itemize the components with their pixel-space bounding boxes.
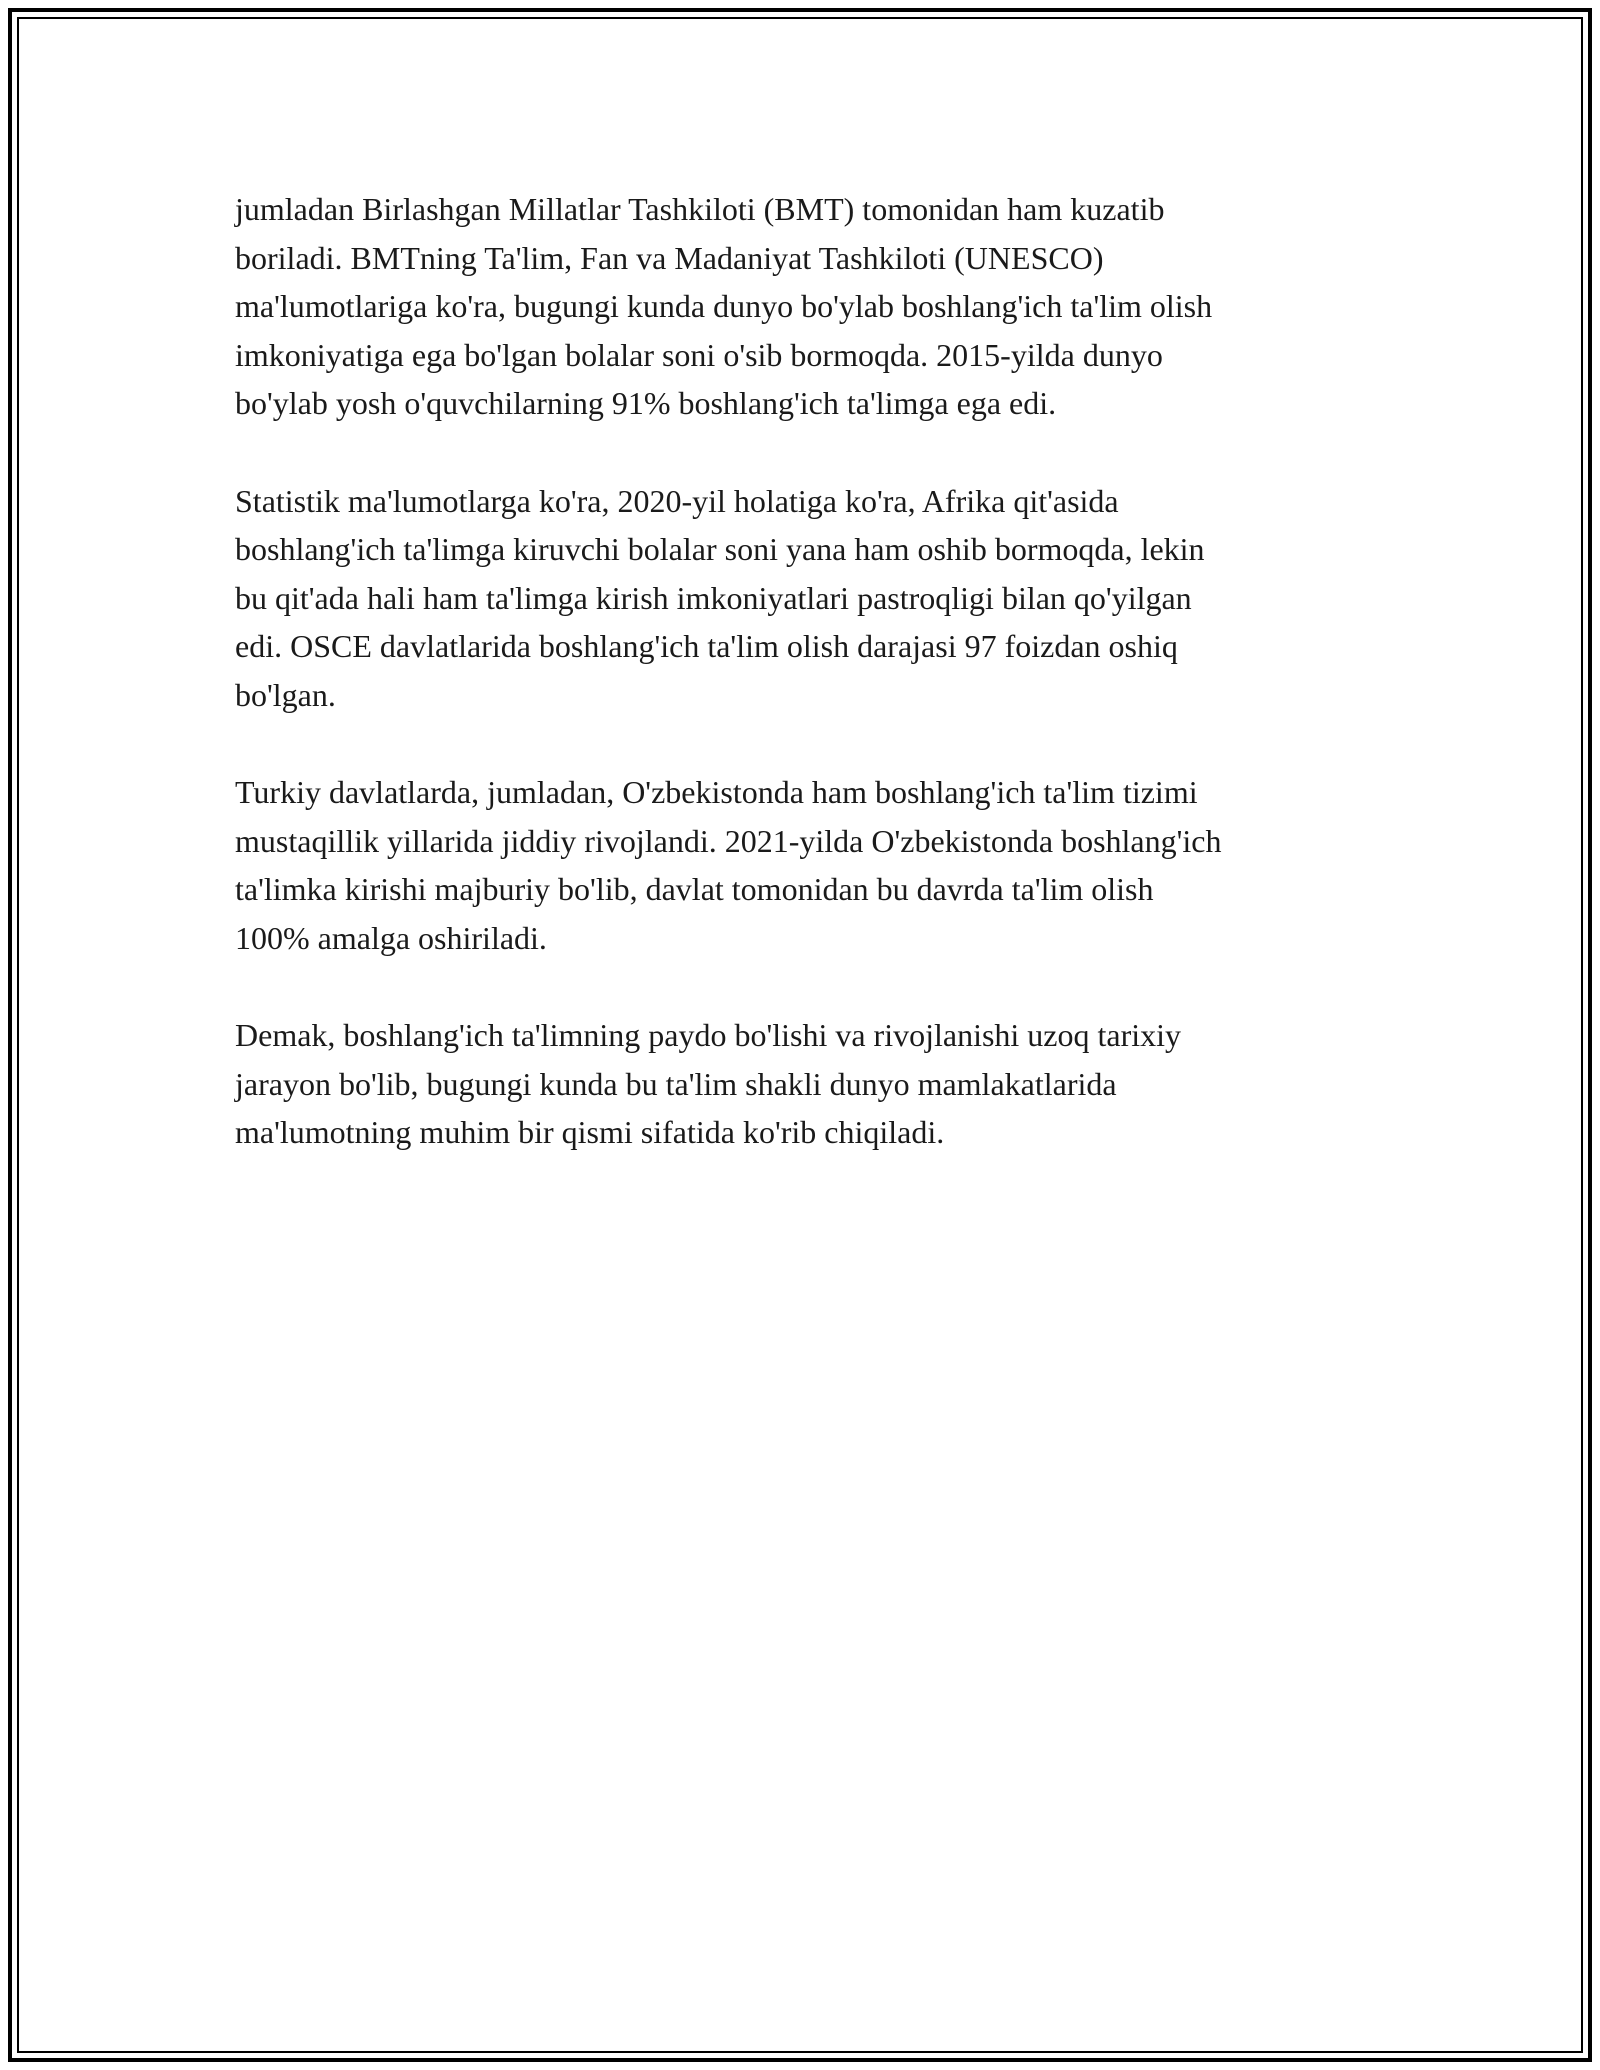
text-line: boshlang'ich ta'limga kiruvchi bolalar soni yana ham oshib bormoqda, lekin [235, 531, 1205, 567]
paragraph-uzbekistan [235, 768, 1395, 962]
text-line: jarayon bo'lib, bugungi kunda bu ta'lim shakli dunyo mamlakatlarida [235, 1065, 1117, 1102]
text-line: bu qit'ada hali ham ta'limga kirish imkoniyatlari pastroqligi bilan qo'yilgan [235, 579, 1192, 616]
text-line: boriladi. BMTning Ta'lim, Fan va Madaniyat Tashkiloti (UNESCO) [235, 239, 1104, 276]
text-line: ta'limka kirishi majburiy bo'lib, davlat tomonidan bu davrda ta'lim olish [235, 871, 1154, 907]
text-line: jumladan Birlashgan Millatlar Tashkiloti (BMT) tomonidan ham kuzatib [235, 191, 1165, 227]
document-body [235, 185, 1395, 1206]
paragraph-conclusion [235, 1011, 1395, 1157]
text-line: bo'ylab yosh o'quvchilarning 91% boshlang'ich ta'limga ega edi. [235, 385, 1057, 421]
text-line: bo'lgan. [235, 676, 336, 713]
paragraph-unesco-statistics [235, 185, 1395, 428]
text-line: mustaqillik yillarida jiddiy rivojlandi. 2021-yilda O'zbekistonda boshlang'ich [235, 822, 1222, 859]
text-line: Statistik ma'lumotlarga ko'ra, 2020-yil holatiga ko'ra, Afrika qit'asida [235, 482, 1119, 519]
text-line: ma'lumotning muhim bir qismi sifatida ko'rib chiqiladi. [235, 1114, 945, 1150]
text-line: imkoniyatiga ega bo'lgan bolalar soni o'sib bormoqda. 2015-yilda dunyo [235, 336, 1163, 373]
text-line: 100% amalga oshiriladi. [235, 919, 547, 956]
text-line: Demak, boshlang'ich ta'limning paydo bo'lishi va rivojlanishi uzoq tarixiy [235, 1017, 1182, 1053]
paragraph-africa-statistics [235, 477, 1395, 720]
text-line: edi. OSCE davlatlarida boshlang'ich ta'lim olish darajasi 97 foizdan oshiq [235, 628, 1178, 664]
text-line: ma'lumotlariga ko'ra, bugungi kunda dunyo bo'ylab boshlang'ich ta'lim olish [235, 288, 1213, 324]
text-line: Turkiy davlatlarda, jumladan, O'zbekistonda ham boshlang'ich ta'lim tizimi [235, 774, 1198, 810]
